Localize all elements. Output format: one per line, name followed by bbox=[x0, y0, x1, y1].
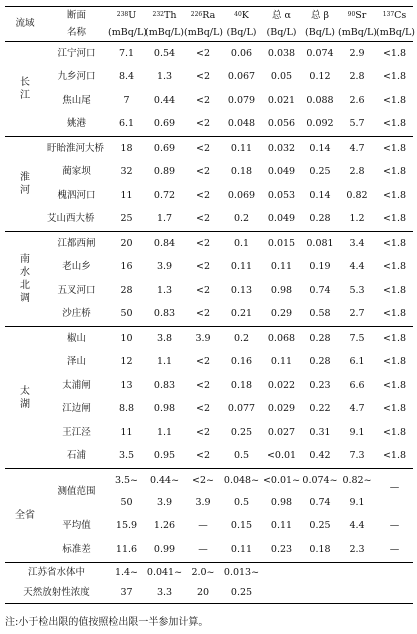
site-name: 焦山尾 bbox=[62, 94, 91, 106]
header-unit: (mBq/L) bbox=[145, 24, 184, 42]
table-row bbox=[5, 398, 413, 422]
region-label bbox=[5, 232, 45, 327]
value-cell: <2 bbox=[184, 42, 222, 66]
value-cell: 0.58 bbox=[309, 308, 331, 320]
value-cell: 0.18 bbox=[309, 543, 331, 555]
value-cell bbox=[184, 469, 222, 515]
value-cell: 15.9 bbox=[115, 520, 138, 532]
header-row-units bbox=[5, 24, 413, 42]
range-max: 0.98 bbox=[270, 496, 293, 508]
summary-row bbox=[5, 515, 413, 539]
range-min: 0.44~ bbox=[149, 474, 180, 486]
background-max: 3.3 bbox=[156, 586, 173, 598]
site-name: 江都西闸 bbox=[45, 232, 108, 256]
value-cell: 7.5 bbox=[338, 327, 376, 351]
value-cell: — bbox=[198, 520, 208, 532]
value-cell: 0.83 bbox=[153, 379, 176, 391]
region-char: 调 bbox=[20, 293, 30, 304]
site-name: 老山乡 bbox=[62, 261, 91, 273]
table-row bbox=[5, 208, 413, 232]
value-cell bbox=[338, 562, 376, 603]
value-cell: 0.44 bbox=[153, 94, 176, 106]
value-cell: 13 bbox=[120, 379, 133, 391]
value-cell: 0.11 bbox=[230, 543, 253, 555]
region-char: 河 bbox=[20, 185, 30, 196]
table-row bbox=[5, 421, 413, 445]
value-cell: 0.69 bbox=[153, 118, 176, 130]
value-cell: 0.99 bbox=[153, 543, 176, 555]
value-cell: 50 bbox=[120, 308, 133, 320]
value-cell: <2 bbox=[195, 426, 210, 438]
table-row bbox=[5, 351, 413, 375]
value-cell: 0.05 bbox=[270, 71, 293, 83]
background-label-top: 江苏省水体中 bbox=[27, 566, 85, 578]
value-cell: 0.25 bbox=[230, 426, 253, 438]
value-cell: 1.1 bbox=[156, 356, 173, 368]
header-nuclide: 总 β bbox=[302, 7, 338, 25]
value-cell: 0.84 bbox=[145, 232, 184, 256]
value-cell: 7.3 bbox=[349, 450, 365, 462]
value-cell bbox=[338, 469, 376, 515]
header-region: 流域 bbox=[5, 7, 45, 42]
header-nuclide: $^{238}$U bbox=[108, 7, 145, 25]
value-cell: <1.8 bbox=[382, 356, 407, 368]
value-cell bbox=[222, 562, 261, 603]
background-min: 0.041~ bbox=[146, 566, 183, 578]
value-cell: 0.049 bbox=[267, 166, 296, 178]
background-label-bottom: 天然放射性浓度 bbox=[23, 586, 90, 598]
value-cell: 0.28 bbox=[309, 356, 331, 368]
site-name: 槐泗河口 bbox=[57, 189, 96, 201]
value-cell: <2 bbox=[195, 189, 210, 201]
header-unit: (Bq/L) bbox=[222, 24, 261, 42]
value-cell: 10 bbox=[108, 327, 145, 351]
value-cell: 0.22 bbox=[309, 403, 331, 415]
value-cell bbox=[108, 469, 145, 515]
value-cell: 0.16 bbox=[230, 356, 253, 368]
region-char: 江 bbox=[20, 90, 30, 101]
value-cell: <2 bbox=[195, 166, 210, 178]
value-cell: 0.053 bbox=[267, 189, 296, 201]
table-row bbox=[5, 232, 413, 256]
header-unit: (mBq/L) bbox=[108, 24, 145, 42]
header-nuclide: $^{40}$K bbox=[222, 7, 261, 25]
range-min: <2~ bbox=[192, 474, 214, 486]
value-cell: <1.8 bbox=[376, 137, 413, 161]
value-cell bbox=[261, 469, 302, 515]
range-max: 0.5 bbox=[233, 496, 250, 508]
value-cell: 2.6 bbox=[349, 94, 365, 106]
range-max: 0.74 bbox=[309, 496, 331, 508]
value-cell: 3.8 bbox=[145, 327, 184, 351]
value-cell: 0.18 bbox=[230, 379, 253, 391]
value-cell: 0.23 bbox=[309, 379, 331, 391]
value-cell: 3.5 bbox=[118, 450, 135, 462]
site-name: 艾山西大桥 bbox=[47, 213, 95, 225]
value-cell: 4.7 bbox=[338, 137, 376, 161]
value-cell: 20 bbox=[108, 232, 145, 256]
value-cell: 0.12 bbox=[309, 71, 331, 83]
value-cell: 0.72 bbox=[153, 189, 176, 201]
value-cell: <2 bbox=[195, 94, 210, 106]
value-cell: <2 bbox=[184, 232, 222, 256]
value-cell: 11 bbox=[120, 426, 133, 438]
value-cell: <1.8 bbox=[382, 284, 407, 296]
table-row bbox=[5, 137, 413, 161]
value-cell: <1.8 bbox=[376, 42, 413, 66]
background-min: 0.013~ bbox=[223, 566, 260, 578]
value-cell: 0.11 bbox=[222, 137, 261, 161]
range-min: — bbox=[389, 481, 400, 493]
value-cell: 0.11 bbox=[270, 520, 293, 532]
value-cell: 0.25 bbox=[309, 166, 331, 178]
value-cell: 0.081 bbox=[302, 232, 338, 256]
site-name: 王江泾 bbox=[62, 426, 91, 438]
value-cell: 0.95 bbox=[153, 450, 176, 462]
header-row-top bbox=[5, 7, 413, 25]
summary-row bbox=[5, 469, 413, 515]
value-cell: 0.74 bbox=[309, 284, 331, 296]
value-cell: 3.9 bbox=[156, 261, 173, 273]
value-cell: 0.069 bbox=[227, 189, 256, 201]
value-cell: 6.1 bbox=[118, 118, 135, 130]
value-cell: <1.8 bbox=[382, 308, 407, 320]
table-row bbox=[5, 303, 413, 327]
range-min: <0.01~ bbox=[262, 474, 301, 486]
radioactivity-table bbox=[5, 6, 413, 604]
region-label bbox=[5, 137, 45, 232]
value-cell: 0.015 bbox=[261, 232, 302, 256]
value-cell: — bbox=[389, 543, 400, 555]
value-cell bbox=[108, 562, 145, 603]
value-cell: 0.31 bbox=[309, 426, 331, 438]
value-cell: 0.088 bbox=[306, 94, 334, 106]
value-cell: 0.82 bbox=[346, 189, 368, 201]
value-cell: 11 bbox=[120, 189, 133, 201]
table-row bbox=[5, 374, 413, 398]
value-cell: <0.01 bbox=[266, 450, 297, 462]
table-row bbox=[5, 42, 413, 66]
value-cell bbox=[222, 469, 261, 515]
range-min: 0.074~ bbox=[302, 474, 338, 486]
value-cell: 0.056 bbox=[267, 118, 296, 130]
value-cell: <2 bbox=[195, 379, 210, 391]
table-row bbox=[5, 66, 413, 90]
value-cell: <1.8 bbox=[382, 118, 407, 130]
value-cell: — bbox=[389, 520, 400, 532]
site-name: 沙庄桥 bbox=[62, 308, 91, 320]
summary-region: 全省 bbox=[5, 469, 45, 563]
range-min: 0.048~ bbox=[223, 474, 260, 486]
value-cell: 1.3 bbox=[156, 71, 173, 83]
site-name: 椒山 bbox=[45, 327, 108, 351]
site-name: 九乡河口 bbox=[57, 71, 96, 83]
value-cell: 0.14 bbox=[302, 137, 338, 161]
value-cell: 6.1 bbox=[349, 356, 365, 368]
table-row bbox=[5, 161, 413, 185]
header-unit: (Bq/L) bbox=[261, 24, 302, 42]
value-cell: 0.83 bbox=[153, 308, 176, 320]
value-cell: 0.06 bbox=[222, 42, 261, 66]
header-nuclide: $^{90}$Sr bbox=[338, 7, 376, 25]
value-cell: 16 bbox=[120, 261, 133, 273]
value-cell: <2 bbox=[195, 213, 210, 225]
value-cell: <1.8 bbox=[376, 232, 413, 256]
value-cell: 0.18 bbox=[230, 166, 253, 178]
value-cell: 2.8 bbox=[349, 166, 365, 178]
table-row bbox=[5, 279, 413, 303]
background-label bbox=[5, 562, 108, 603]
value-cell: <2 bbox=[195, 308, 210, 320]
site-name: 太浦闸 bbox=[62, 379, 91, 391]
value-cell: 0.068 bbox=[261, 327, 302, 351]
value-cell: <2 bbox=[195, 284, 210, 296]
table-row bbox=[5, 89, 413, 113]
value-cell: <1.8 bbox=[382, 213, 407, 225]
table-footnote: 注:小于检出限的值按照检出限一半参加计算。 bbox=[5, 617, 209, 628]
region-label bbox=[5, 42, 45, 137]
background-row bbox=[5, 562, 413, 603]
value-cell: 0.079 bbox=[227, 94, 256, 106]
value-cell: 0.13 bbox=[230, 284, 253, 296]
value-cell: <1.8 bbox=[376, 327, 413, 351]
value-cell: 0.28 bbox=[309, 213, 331, 225]
value-cell: 0.98 bbox=[270, 284, 293, 296]
header-nuclide: $^{137}$Cs bbox=[376, 7, 413, 25]
value-cell: 0.14 bbox=[309, 189, 331, 201]
site-name: 五叉河口 bbox=[57, 284, 96, 296]
value-cell: <2 bbox=[195, 261, 210, 273]
value-cell: 8.8 bbox=[118, 403, 135, 415]
value-cell bbox=[184, 562, 222, 603]
value-cell: 25 bbox=[120, 213, 133, 225]
value-cell: 0.25 bbox=[309, 520, 331, 532]
value-cell: 1.26 bbox=[153, 520, 176, 532]
value-cell: <1.8 bbox=[382, 450, 407, 462]
site-name: 江边闸 bbox=[62, 403, 91, 415]
value-cell: 6.6 bbox=[349, 379, 365, 391]
value-cell: <1.8 bbox=[382, 166, 407, 178]
header-nuclide: $^{226}$Ra bbox=[184, 7, 222, 25]
region-char: 太 bbox=[20, 385, 30, 397]
value-cell: 2.9 bbox=[338, 42, 376, 66]
value-cell bbox=[261, 562, 302, 603]
header-unit: (mBq/L) bbox=[338, 24, 376, 42]
value-cell: 0.032 bbox=[261, 137, 302, 161]
value-cell: 0.23 bbox=[270, 543, 293, 555]
value-cell bbox=[145, 469, 184, 515]
value-cell: 28 bbox=[120, 284, 133, 296]
region-char: 南 bbox=[20, 254, 30, 265]
value-cell: <1.8 bbox=[382, 71, 407, 83]
value-cell: 2.8 bbox=[349, 71, 365, 83]
header-unit: (Bq/L) bbox=[302, 24, 338, 42]
value-cell: 3.9 bbox=[184, 327, 222, 351]
value-cell: <1.8 bbox=[382, 189, 407, 201]
value-cell: 1.3 bbox=[156, 284, 173, 296]
value-cell: 0.54 bbox=[145, 42, 184, 66]
table-row bbox=[5, 256, 413, 280]
range-max: 50 bbox=[120, 496, 133, 508]
value-cell: 18 bbox=[108, 137, 145, 161]
value-cell bbox=[376, 562, 413, 603]
value-cell: 0.69 bbox=[145, 137, 184, 161]
value-cell: 4.4 bbox=[349, 261, 365, 273]
header-nuclide: $^{232}$Th bbox=[145, 7, 184, 25]
background-max: 0.25 bbox=[230, 586, 253, 598]
value-cell: 0.029 bbox=[267, 403, 296, 415]
value-cell: 5.7 bbox=[349, 118, 365, 130]
value-cell: <1.8 bbox=[382, 94, 407, 106]
value-cell: 4.7 bbox=[349, 403, 365, 415]
background-max: 20 bbox=[196, 586, 210, 598]
region-char: 水 bbox=[20, 267, 30, 278]
value-cell: 0.11 bbox=[270, 356, 293, 368]
summary-label: 标准差 bbox=[62, 543, 91, 555]
value-cell bbox=[145, 562, 184, 603]
value-cell: — bbox=[198, 543, 208, 555]
header-nuclide: 总 α bbox=[261, 7, 302, 25]
value-cell: 8.4 bbox=[118, 71, 135, 83]
value-cell: 5.3 bbox=[349, 284, 365, 296]
table-row bbox=[5, 113, 413, 137]
value-cell: 1.1 bbox=[156, 426, 173, 438]
value-cell bbox=[302, 562, 338, 603]
background-min: 1.4~ bbox=[114, 566, 139, 578]
header-site-top: 断面 bbox=[45, 7, 108, 25]
value-cell: 0.2 bbox=[233, 213, 250, 225]
value-cell: 0.049 bbox=[267, 213, 296, 225]
summary-row bbox=[5, 538, 413, 562]
value-cell: 0.11 bbox=[270, 261, 293, 273]
value-cell: 7 bbox=[123, 94, 130, 106]
value-cell: <2 bbox=[195, 403, 210, 415]
value-cell bbox=[376, 469, 413, 515]
region-label bbox=[5, 327, 45, 469]
range-max: 3.9 bbox=[156, 496, 173, 508]
value-cell: <2 bbox=[184, 137, 222, 161]
value-cell: <1.8 bbox=[382, 379, 407, 391]
background-max: 37 bbox=[120, 586, 133, 598]
value-cell: 1.7 bbox=[156, 213, 173, 225]
site-name: 泽山 bbox=[66, 356, 86, 368]
site-name: 盱眙淮河大桥 bbox=[45, 137, 108, 161]
value-cell: 3.4 bbox=[338, 232, 376, 256]
site-name: 石浦 bbox=[66, 450, 86, 462]
site-name: 江宁河口 bbox=[45, 42, 108, 66]
value-cell: 4.4 bbox=[349, 520, 365, 532]
value-cell: 0.092 bbox=[306, 118, 334, 130]
region-char: 湖 bbox=[20, 398, 30, 410]
value-cell: 0.2 bbox=[222, 327, 261, 351]
site-name: 蔺家坝 bbox=[62, 166, 91, 178]
header-unit: (mBq/L) bbox=[184, 24, 222, 42]
summary-label: 平均值 bbox=[62, 520, 91, 532]
region-char: 淮 bbox=[20, 172, 30, 183]
table-row bbox=[5, 445, 413, 469]
value-cell: <2 bbox=[195, 71, 210, 83]
range-max: 3.9 bbox=[195, 496, 211, 508]
range-min: 0.82~ bbox=[342, 474, 372, 486]
value-cell: 0.19 bbox=[309, 261, 331, 273]
value-cell: <2 bbox=[195, 118, 210, 130]
region-char: 北 bbox=[20, 280, 30, 291]
value-cell: 0.15 bbox=[230, 520, 253, 532]
value-cell: <1.8 bbox=[382, 426, 407, 438]
value-cell: 0.077 bbox=[227, 403, 256, 415]
value-cell: <2 bbox=[195, 450, 210, 462]
value-cell: 1.2 bbox=[349, 213, 365, 225]
summary-label: 测值范围 bbox=[45, 469, 108, 515]
value-cell: 7.1 bbox=[108, 42, 145, 66]
value-cell: 2.7 bbox=[349, 308, 365, 320]
value-cell: <1.8 bbox=[382, 261, 407, 273]
value-cell: 0.28 bbox=[302, 327, 338, 351]
value-cell: 0.027 bbox=[267, 426, 296, 438]
value-cell: 32 bbox=[120, 166, 133, 178]
header-site-bottom: 名称 bbox=[45, 24, 108, 42]
background-min: 2.0~ bbox=[191, 566, 215, 578]
header-unit: (mBq/L) bbox=[376, 24, 413, 42]
value-cell: 0.21 bbox=[230, 308, 253, 320]
value-cell: <2 bbox=[195, 356, 210, 368]
value-cell: 11.6 bbox=[115, 543, 138, 555]
value-cell: 12 bbox=[120, 356, 133, 368]
value-cell: 0.1 bbox=[222, 232, 261, 256]
value-cell: 0.074 bbox=[302, 42, 338, 66]
table-row bbox=[5, 184, 413, 208]
value-cell: 0.021 bbox=[267, 94, 296, 106]
value-cell: <1.8 bbox=[382, 403, 407, 415]
site-name: 姚港 bbox=[66, 118, 86, 130]
value-cell bbox=[302, 469, 338, 515]
value-cell: 0.5 bbox=[233, 450, 250, 462]
value-cell: 9.1 bbox=[349, 426, 365, 438]
value-cell: 0.067 bbox=[227, 71, 256, 83]
value-cell: 0.038 bbox=[261, 42, 302, 66]
value-cell: 0.29 bbox=[270, 308, 293, 320]
value-cell: 0.89 bbox=[153, 166, 176, 178]
value-cell: 0.42 bbox=[309, 450, 331, 462]
value-cell: 0.048 bbox=[227, 118, 256, 130]
value-cell: 0.98 bbox=[153, 403, 176, 415]
range-min: 3.5~ bbox=[114, 474, 139, 486]
range-max: 9.1 bbox=[349, 496, 365, 508]
value-cell: 2.3 bbox=[349, 543, 365, 555]
value-cell: 0.11 bbox=[230, 261, 253, 273]
value-cell: 0.022 bbox=[267, 379, 296, 391]
region-char: 长 bbox=[20, 77, 30, 88]
table-row bbox=[5, 327, 413, 351]
